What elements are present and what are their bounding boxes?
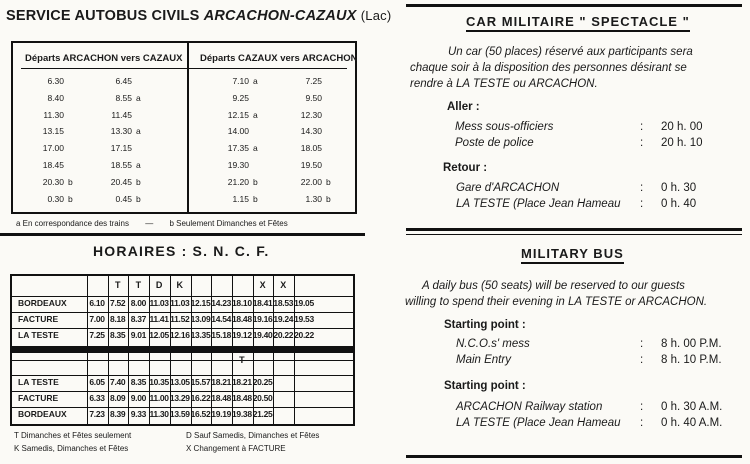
- train-mark: D: [155, 280, 163, 290]
- bus-arrival-time: 6.45: [115, 76, 132, 86]
- colon: :: [640, 354, 644, 366]
- retour-label: Retour :: [443, 162, 488, 174]
- bus-timetable: [11, 41, 357, 214]
- train-time: 6.33: [89, 393, 105, 403]
- train-mark: T: [239, 355, 245, 365]
- train-time: 19.53: [294, 314, 314, 324]
- train-time: 18.48: [232, 314, 252, 324]
- train-time: 8.39: [110, 409, 126, 419]
- train-time: 9.01: [130, 330, 147, 340]
- bus-departure-time: 0.30: [47, 193, 64, 204]
- bus-title-suffix: (Lac): [360, 8, 392, 23]
- train-mark: X: [280, 280, 287, 290]
- train-time: 8.00: [130, 298, 147, 308]
- train-time: 9.00: [130, 393, 147, 403]
- car-para-line: Un car (50 places) réservé aux participants sera: [448, 46, 693, 58]
- train-time: 15.18: [211, 330, 232, 340]
- military-bus-title: MILITARY BUS: [521, 246, 624, 264]
- timetable-row: [12, 391, 353, 407]
- legend-b: b Seulement Dimanches et Fêtes: [169, 219, 288, 228]
- train-time: 18.53: [273, 298, 294, 308]
- bus-left-header: Départs ARCACHON vers CAZAUX: [25, 53, 183, 64]
- train-time: 20.50: [252, 393, 273, 403]
- colon: :: [640, 417, 644, 429]
- train-time: 18.21: [211, 377, 232, 387]
- colon: :: [640, 401, 644, 413]
- train-time: 15.57: [190, 377, 211, 387]
- train-time: 8.09: [110, 393, 126, 403]
- train-mark: T: [135, 280, 142, 290]
- bus-note: b: [136, 176, 141, 187]
- train-time: 19.24: [273, 314, 294, 324]
- bus-note: a: [136, 160, 141, 170]
- aller-stop-name: Mess sous-officiers: [455, 121, 554, 133]
- aller-stop-time: 20 h. 10: [661, 137, 703, 149]
- bus-arrival-time: 7.25: [305, 76, 322, 86]
- bus-departure-time: 14.00: [227, 126, 249, 137]
- bus-departure-time: 1.15: [232, 193, 249, 204]
- bus-arrival-time: 20.45: [110, 176, 132, 187]
- retour-stop-name: Gare d'ARCACHON: [456, 182, 560, 194]
- legend-x: X Changement à FACTURE: [186, 444, 286, 453]
- sncf-title: HORAIRES : S. N. C. F.: [93, 243, 270, 259]
- train-mark: T: [114, 280, 121, 290]
- car-para-line: rendre à LA TESTE ou ARCACHON.: [410, 78, 598, 90]
- train-time: 19.12: [232, 330, 252, 340]
- station-name: FACTURE: [18, 314, 59, 324]
- bus-title-place: ARCACHON-CAZAUX: [203, 8, 357, 24]
- colon: :: [640, 137, 644, 149]
- train-time: 8.37: [130, 314, 147, 324]
- train-time: 7.00: [89, 314, 105, 324]
- train-time: 11.00: [149, 393, 169, 403]
- train-time: 9.33: [130, 409, 147, 419]
- timetable-row: [12, 375, 353, 391]
- timetable-row: [12, 312, 353, 328]
- bottom-rule: [406, 455, 742, 458]
- bus-note: a: [253, 76, 258, 86]
- bus-arrival-time: 1.30: [305, 193, 322, 204]
- train-time: 8.18: [110, 314, 126, 324]
- bus-note: b: [68, 193, 73, 204]
- grid-line: [12, 360, 353, 361]
- car-para-line: chaque soir à la disposition des personnes désirant se: [410, 62, 687, 74]
- mil-para-line: A daily bus (50 seats) will be reserved to our guests: [422, 280, 685, 292]
- train-time: 19.05: [294, 298, 314, 308]
- start2-stop-name: ARCACHON Railway station: [456, 401, 603, 413]
- bus-arrival-time: 8.55: [115, 92, 132, 103]
- train-time: 12.16: [169, 330, 190, 340]
- timetable-row: [12, 328, 353, 344]
- start2-stop-time: 0 h. 40 A.M.: [661, 417, 723, 429]
- start2-stop-time: 0 h. 30 A.M.: [661, 401, 723, 413]
- train-time: 8.35: [110, 330, 126, 340]
- train-time: 19.19: [211, 409, 232, 419]
- bus-note: b: [68, 176, 73, 187]
- train-time: 11.03: [170, 298, 190, 308]
- bus-note: b: [253, 176, 258, 187]
- train-time: 19.40: [252, 330, 273, 340]
- mil-para-line: willing to spend their evening in LA TESTE or ARCACHON.: [405, 296, 708, 308]
- colon: :: [640, 198, 644, 210]
- bus-arrival-time: 9.50: [305, 92, 322, 103]
- train-mark: K: [176, 280, 184, 290]
- station-name: LA TESTE: [18, 377, 59, 387]
- colon: :: [640, 338, 644, 350]
- bus-departure-time: 20.30: [42, 176, 64, 187]
- bus-note: a: [136, 92, 141, 103]
- train-time: 11.52: [170, 314, 190, 324]
- section-divider: [0, 233, 365, 236]
- bus-title: [6, 8, 391, 24]
- bus-arrival-time: 18.55: [110, 160, 132, 170]
- train-time: 18.48: [232, 393, 252, 403]
- station-name: BORDEAUX: [18, 409, 67, 419]
- direction-separator: [12, 346, 353, 353]
- bus-arrival-time: 18.05: [300, 143, 322, 154]
- legend-t: T Dimanches et Fêtes seulement: [14, 431, 132, 440]
- legend-k: K Samedis, Dimanches et Fêtes: [14, 444, 129, 453]
- legend-d: D Sauf Samedis, Dimanches et Fêtes: [186, 431, 320, 440]
- car-title: CAR MILITAIRE " SPECTACLE ": [466, 14, 690, 32]
- bus-departure-time: 6.30: [47, 76, 64, 86]
- train-time: 18.10: [232, 298, 252, 308]
- train-time: 7.23: [89, 409, 105, 419]
- train-time: 14.54: [211, 314, 232, 324]
- train-time: 13.59: [169, 409, 190, 419]
- middle-rule-thick: [406, 228, 742, 231]
- bus-departure-time: 13.15: [42, 126, 64, 137]
- bus-arrival-time: 19.50: [300, 160, 322, 170]
- train-time: 13.09: [190, 314, 211, 324]
- train-time: 19.38: [232, 409, 252, 419]
- train-time: 11.30: [149, 409, 169, 419]
- bus-note: a: [253, 143, 258, 154]
- train-time: 16.22: [190, 393, 211, 403]
- bus-departure-time: 18.45: [42, 160, 64, 170]
- start1-stop-name: Main Entry: [456, 354, 511, 366]
- bus-note: b: [253, 193, 258, 204]
- train-time: 18.41: [252, 298, 273, 308]
- bus-right-header: Départs CAZAUX vers ARCACHON: [200, 53, 358, 64]
- retour-stop-time: 0 h. 30: [661, 182, 697, 194]
- start1-stop-name: N.C.O.s' mess: [456, 338, 530, 350]
- train-time: 7.40: [110, 377, 126, 387]
- train-time: 18.48: [211, 393, 232, 403]
- sncf-timetable: [10, 274, 355, 426]
- aller-stop-name: Poste de police: [455, 137, 534, 149]
- start1-stop-time: 8 h. 00 P.M.: [661, 338, 722, 350]
- bus-title-main: SERVICE AUTOBUS CIVILS: [6, 8, 200, 24]
- train-time: 14.23: [211, 298, 232, 308]
- start1-label: Starting point :: [444, 319, 526, 331]
- train-time: 20.25: [252, 377, 273, 387]
- bus-arrival-time: 17.15: [110, 143, 132, 154]
- colon: :: [640, 182, 644, 194]
- bus-departure-time: 21.20: [227, 176, 249, 187]
- train-time: 12.05: [149, 330, 169, 340]
- bus-header-rule: [21, 68, 347, 69]
- bus-departure-time: 12.15: [227, 109, 249, 120]
- train-time: 6.05: [89, 377, 105, 387]
- train-time: 13.05: [169, 377, 190, 387]
- train-time: 18.21: [232, 377, 252, 387]
- military-bus-paragraph: [405, 278, 744, 310]
- train-time: 20.22: [294, 330, 314, 340]
- train-time: 13.35: [190, 330, 211, 340]
- aller-stop-time: 20 h. 00: [661, 121, 703, 133]
- start2-label: Starting point :: [444, 380, 526, 392]
- bus-legend: [16, 219, 302, 228]
- middle-rule-thin: [406, 234, 742, 235]
- legend-dash: —: [145, 219, 154, 228]
- bus-arrival-time: 13.30: [110, 126, 132, 137]
- bus-note: a: [253, 109, 258, 120]
- bus-note: b: [136, 193, 141, 204]
- bus-arrival-time: 22.00: [300, 176, 322, 187]
- station-name: FACTURE: [18, 393, 59, 403]
- train-time: 11.03: [149, 298, 169, 308]
- bus-departure-time: 8.40: [47, 92, 64, 103]
- train-time: 21.25: [252, 409, 273, 419]
- bus-departure-time: 19.30: [227, 160, 249, 170]
- legend-a: a En correspondance des trains: [16, 219, 129, 228]
- bus-arrival-time: 11.45: [111, 109, 132, 120]
- station-name: LA TESTE: [18, 330, 59, 340]
- train-time: 8.35: [130, 377, 147, 387]
- bus-departure-time: 17.00: [42, 143, 64, 154]
- train-time: 7.52: [110, 298, 126, 308]
- bus-note: a: [136, 126, 141, 137]
- retour-stop-name: LA TESTE (Place Jean Hameau: [456, 198, 621, 210]
- timetable-row: [12, 407, 353, 423]
- aller-label: Aller :: [447, 101, 480, 113]
- train-time: 10.35: [149, 377, 169, 387]
- train-mark: X: [259, 280, 266, 290]
- bus-arrival-time: 12.30: [300, 109, 322, 120]
- start1-stop-time: 8 h. 10 P.M.: [661, 354, 722, 366]
- car-paragraph: [410, 44, 744, 92]
- start2-stop-name: LA TESTE (Place Jean Hameau: [456, 417, 621, 429]
- top-rule: [406, 4, 742, 7]
- colon: :: [640, 121, 644, 133]
- station-name: BORDEAUX: [18, 298, 67, 308]
- bus-arrival-time: 14.30: [300, 126, 322, 137]
- train-time: 13.29: [169, 393, 190, 403]
- bus-departure-time: 11.30: [43, 109, 64, 120]
- timetable-row: [12, 296, 353, 312]
- train-time: 16.52: [190, 409, 211, 419]
- bus-departure-time: 7.10: [232, 76, 249, 86]
- bus-note: b: [326, 176, 331, 187]
- train-time: 19.16: [252, 314, 273, 324]
- train-time: 11.41: [149, 314, 169, 324]
- train-time: 6.10: [89, 298, 105, 308]
- bus-arrival-time: 0.45: [115, 193, 132, 204]
- train-time: 20.22: [273, 330, 294, 340]
- train-time: 7.25: [89, 330, 105, 340]
- bus-note: b: [326, 193, 331, 204]
- bus-departure-time: 9.25: [232, 92, 249, 103]
- retour-stop-time: 0 h. 40: [661, 198, 697, 210]
- train-time: 12.15: [190, 298, 211, 308]
- bus-departure-time: 17.35: [227, 143, 249, 154]
